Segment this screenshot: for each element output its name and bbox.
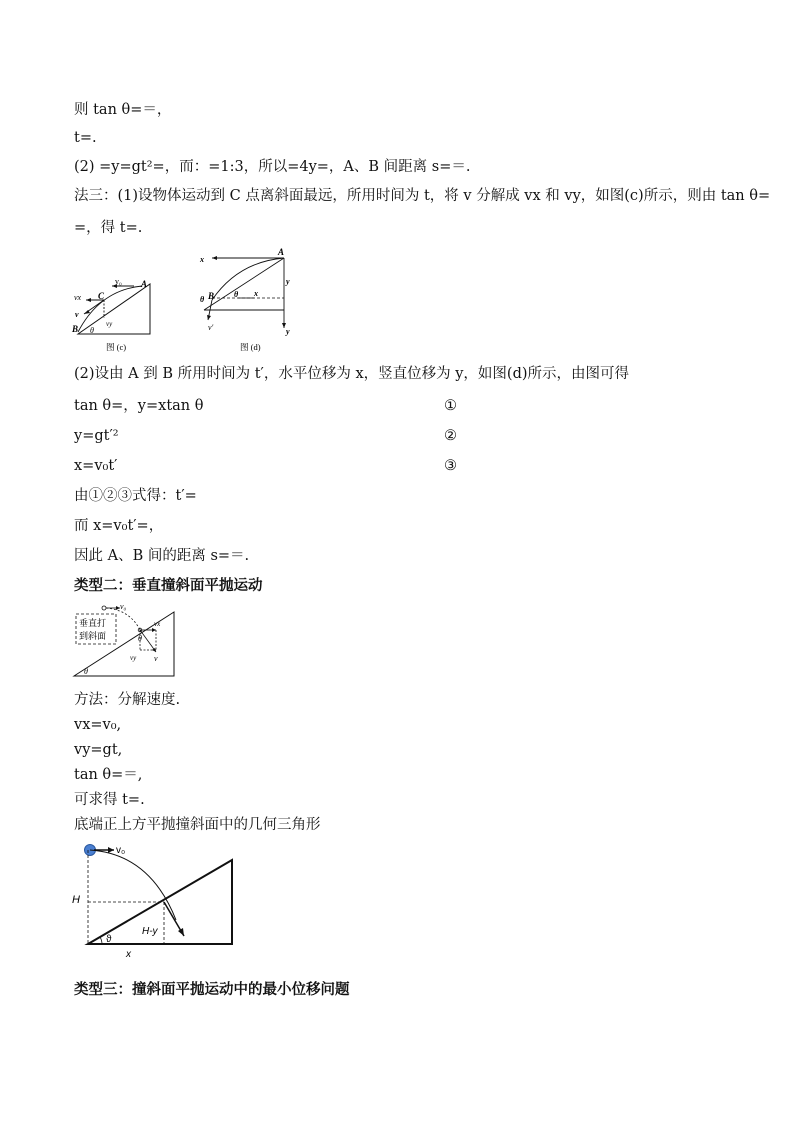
trajectory-curve xyxy=(90,850,176,920)
equation-number: ② xyxy=(444,428,457,444)
label: vy xyxy=(130,654,137,662)
incline-triangle xyxy=(78,284,150,334)
text-line: tan θ=，y=xtan θ xyxy=(74,398,204,414)
label: v xyxy=(75,310,79,319)
label: v₀ xyxy=(115,277,122,286)
figure-type2 xyxy=(70,600,180,680)
label: v′ xyxy=(208,323,214,332)
text-line: 而 x=v₀t′=， xyxy=(74,518,164,534)
label: B xyxy=(208,291,215,301)
text-line: t=. xyxy=(74,130,97,146)
text-line: vx=v₀, xyxy=(74,717,122,733)
figure-type2b xyxy=(70,840,240,960)
text-line: 底端正上方平抛撞斜面中的几何三角形 xyxy=(74,817,321,833)
label: vx xyxy=(74,293,82,302)
label: θ xyxy=(84,667,88,676)
text-line: vy=gt, xyxy=(74,742,123,758)
text-line: (2) =y=gt²=，而：=1:3，所以=4y=，A、B 间距离 s=＝. xyxy=(74,159,471,175)
label: vx xyxy=(154,620,161,628)
text-line: (2)设由 A 到 B 所用时间为 t′，水平位移为 x，竖直位移为 y，如图(d)所示，由图可得 xyxy=(74,366,630,382)
label: A xyxy=(278,247,285,257)
label: v₀ xyxy=(116,845,126,856)
box-text: 到斜面 xyxy=(79,631,107,641)
label: v xyxy=(154,654,158,663)
trajectory-curve xyxy=(212,258,284,300)
text-line: =，得 t=. xyxy=(74,220,143,236)
label: θ xyxy=(138,634,142,643)
label: x xyxy=(126,949,131,960)
text-line: x=v₀t′ xyxy=(74,458,118,474)
incline-line xyxy=(204,258,284,310)
label: A xyxy=(141,279,148,289)
label: θ xyxy=(200,295,205,304)
label: vy xyxy=(106,320,113,328)
label: ϑ xyxy=(106,934,112,945)
label: H xyxy=(72,894,80,906)
label: v₀ xyxy=(120,602,127,611)
caption: 图 (d) xyxy=(240,342,261,352)
trajectory-curve xyxy=(106,608,140,630)
text-line: 方法：分解速度. xyxy=(74,692,181,708)
label: y xyxy=(286,277,290,286)
label: θ xyxy=(234,290,239,299)
equation-number: ① xyxy=(444,398,457,414)
caption: 图 (c) xyxy=(106,342,127,352)
figure-d xyxy=(198,244,298,354)
text-line: y=gt′² xyxy=(74,428,119,444)
label: x xyxy=(200,255,204,264)
label: C xyxy=(98,291,105,301)
equation-number: ③ xyxy=(444,458,457,474)
text-line: 法三：(1)设物体运动到 C 点离斜面最远，所用时间为 t，将 v 分解成 vx 和 vy，如图(c)所示，则由 tan θ= xyxy=(74,188,771,204)
text-line: 因此 A、B 间的距离 s=＝. xyxy=(74,548,250,564)
label: B xyxy=(72,324,79,334)
label: x xyxy=(254,289,258,298)
section-heading: 类型二：垂直撞斜面平抛运动 xyxy=(74,578,263,594)
label: θ xyxy=(90,326,94,335)
box-text: 垂直打 xyxy=(79,618,107,628)
text-line: 可求得 t=. xyxy=(74,792,145,808)
text-line: 则 tan θ=＝， xyxy=(74,102,172,118)
section-heading: 类型三：撞斜面平抛运动中的最小位移问题 xyxy=(74,982,350,998)
label: H-y xyxy=(142,926,158,937)
figure-c xyxy=(70,272,160,354)
label: y xyxy=(286,327,290,336)
text-line: tan θ=＝, xyxy=(74,767,143,783)
text-line: 由①②③式得：t′= xyxy=(74,488,197,504)
